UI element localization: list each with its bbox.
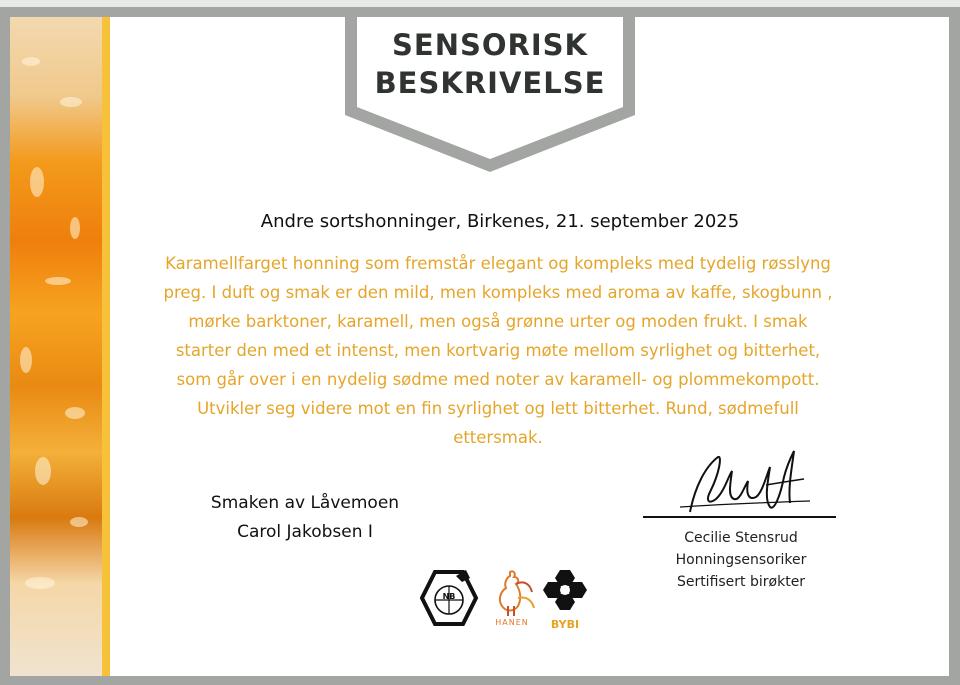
bybi-logo-text: BYBI — [550, 618, 580, 631]
bybi-hexagon-icon — [542, 568, 588, 616]
rooster-icon — [486, 568, 538, 618]
handwritten-signature — [670, 437, 820, 519]
honey-subtitle: Andre sortshonninger, Birkenes, 21. september 2025 — [260, 211, 740, 232]
nb-hexagon-logo — [420, 568, 478, 628]
signatory-role: Honningsensoriker — [675, 552, 807, 568]
certificate-page — [10, 17, 949, 676]
hanen-logo-text: HANEN — [495, 618, 529, 627]
sensory-description: Karamellfarget honning som fremstår elegant og kompleks med tydelig røsslyng preg. I duft og smak er den mild, men kompleks med aroma av kaffe, skogbunn , mørke barktoner, karamell, men også grønne urter og moden frukt. I smak starter den med et intenst, men kortvarig møte mellom syrlighet og bitterhet, som går over i en nydelig sødme med noter av karamell- og plommekompott. Utvikler seg videre mot en fin syrlighet og lett bitterhet. Rund, sødmefull ettersmak. — [163, 254, 833, 447]
top-strip — [0, 0, 960, 7]
signatory-certification: Sertifisert birøkter — [676, 574, 806, 590]
producer-person: Carol Jakobsen I — [237, 522, 373, 542]
honeycomb-image — [10, 17, 102, 676]
bybi-logo — [542, 568, 588, 632]
nb-logo-text: NB — [442, 592, 456, 601]
signatory-block — [630, 527, 852, 593]
producer-block — [185, 489, 425, 547]
producer-name: Smaken av Låvemoen — [210, 493, 400, 513]
page-title: SENSORISK BESKRIVELSE — [374, 28, 606, 100]
signatory-name: Cecilie Stensrud — [684, 530, 798, 546]
honey-edge-stripe — [102, 17, 110, 676]
signature-line — [643, 516, 836, 518]
hanen-logo — [486, 568, 538, 632]
